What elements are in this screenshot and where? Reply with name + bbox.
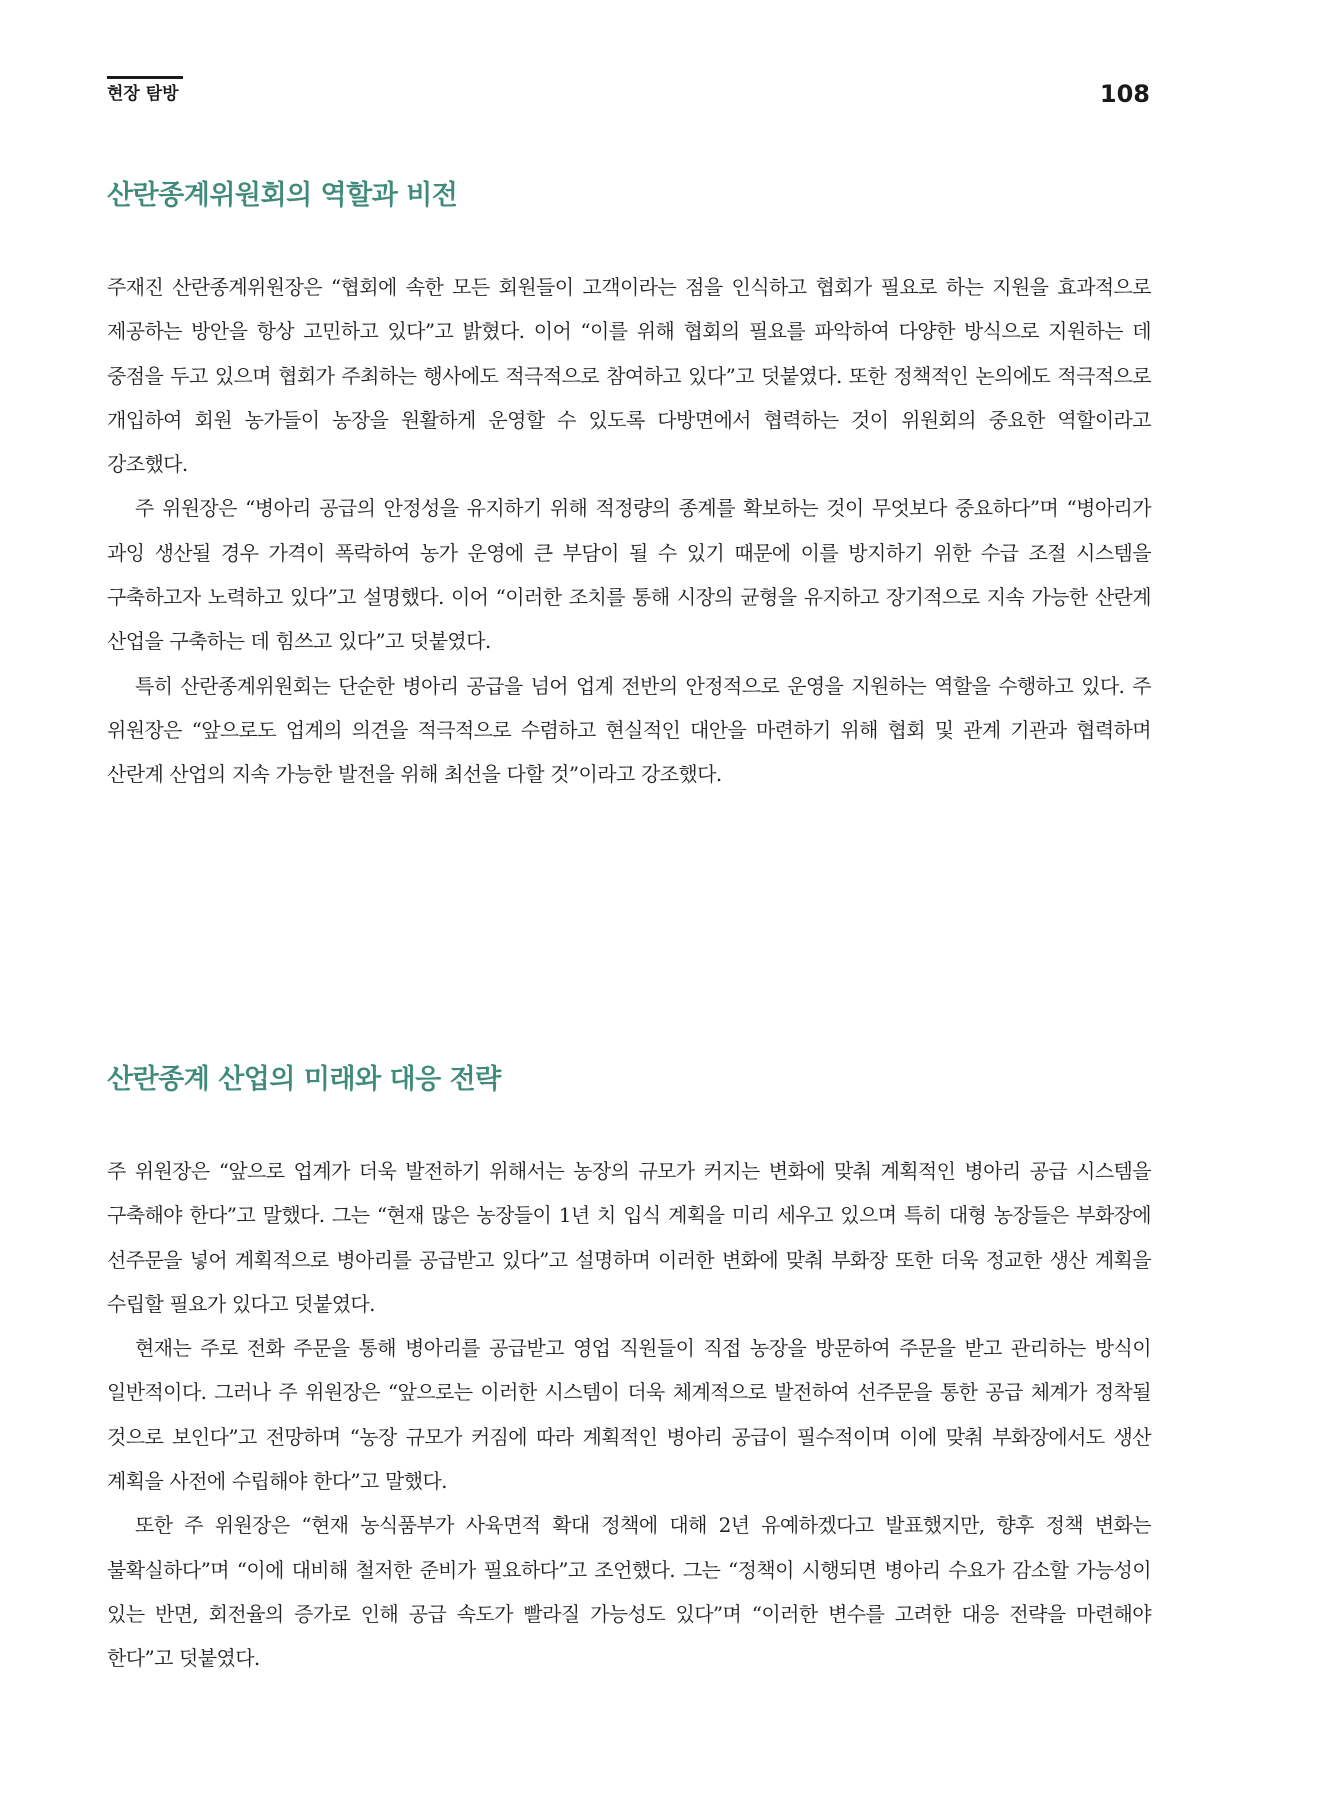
section-committee-role: [107, 178, 1151, 797]
body-paragraph: 또한 주 위원장은 “현재 농식품부가 사육면적 확대 정책에 대해 2년 유예하겠다고 발표했지만, 향후 정책 변화는 불확실하다”며 “이에 대비해 철저한 준비가 필요하다”고 조언했다. 그는 “정책이 시행되면 병아리 수요가 감소할 가능성이 있는 반면, 회전율의 증가로 인해 공급 속도가 빨라질 가능성도 있다”며 “이러한 변수를 고려한 대응 전략을 마련해야 한다”고 덧붙였다.: [107, 1513, 1151, 1671]
body-paragraph: 특히 산란종계위원회는 단순한 병아리 공급을 넘어 업계 전반의 안정적으로 운영을 지원하는 역할을 수행하고 있다. 주 위원장은 “앞으로도 업계의 의견을 적극적으로 수렴하고 현실적인 대안을 마련하기 위해 협회 및 관계 기관과 협력하며 산란계 산업의 지속 가능한 발전을 위해 최선을 다할 것”이라고 강조했다.: [107, 673, 1151, 787]
body-paragraph: 현재는 주로 전화 주문을 통해 병아리를 공급받고 영업 직원들이 직접 농장을 방문하여 주문을 받고 관리하는 방식이 일반적이다. 그러나 주 위원장은 “앞으로는 이러한 시스템이 더욱 체계적으로 발전하여 선주문을 통한 공급 체계가 정착될 것으로 보인다”고 전망하며 “농장 규모가 커짐에 따라 계획적인 병아리 공급이 필수적이며 이에 맞춰 부화장에서도 생산 계획을 사전에 수립해야 한다”고 말했다.: [107, 1336, 1151, 1494]
section-heading: 산란종계 산업의 미래와 대응 전략: [107, 1064, 501, 1095]
body-paragraph: 주 위원장은 “병아리 공급의 안정성을 유지하기 위해 적정량의 종계를 확보하는 것이 무엇보다 중요하다”며 “병아리가 과잉 생산될 경우 가격이 폭락하여 농가 운영에 큰 부담이 될 수 있기 때문에 이를 방지하기 위한 수급 조절 시스템을 구축하고자 노력하고 있다”고 설명했다. 이어 “이러한 조치를 통해 시장의 균형을 유지하고 장기적으로 지속 가능한 산란계 산업을 구축하는 데 힘쓰고 있다”고 덧붙였다.: [107, 496, 1151, 654]
page-number: 108: [1099, 80, 1150, 108]
header-rule: [107, 76, 183, 79]
section-label: 현장 탐방: [107, 84, 179, 104]
body-paragraph: 주재진 산란종계위원장은 “협회에 속한 모든 회원들이 고객이라는 점을 인식하고 협회가 필요로 하는 지원을 효과적으로 제공하는 방안을 항상 고민하고 있다”고 밝혔다. 이어 “이를 위해 협회의 필요를 파악하여 다양한 방식으로 지원하는 데 중점을 두고 있으며 협회가 주최하는 행사에도 적극적으로 참여하고 있다”고 덧붙였다. 또한 정책적인 논의에도 적극적으로 개입하여 회원 농가들이 농장을 원활하게 운영할 수 있도록 다방면에서 협력하는 것이 위원회의 중요한 역할이라고 강조했다.: [107, 275, 1151, 477]
body-paragraph: 주 위원장은 “앞으로 업계가 더욱 발전하기 위해서는 농장의 규모가 커지는 변화에 맞춰 계획적인 병아리 공급 시스템을 구축해야 한다”고 말했다. 그는 “현재 많은 농장들이 1년 치 입식 계획을 미리 세우고 있으며 특히 대형 농장들은 부화장에 선주문을 넣어 계획적으로 병아리를 공급받고 있다”고 설명하며 이러한 변화에 맞춰 부화장 또한 더욱 정교한 생산 계획을 수립할 필요가 있다고 덧붙였다.: [107, 1159, 1151, 1316]
section-industry-future: [107, 1062, 1151, 1681]
section-heading: 산란종계위원회의 역할과 비전: [107, 180, 458, 211]
